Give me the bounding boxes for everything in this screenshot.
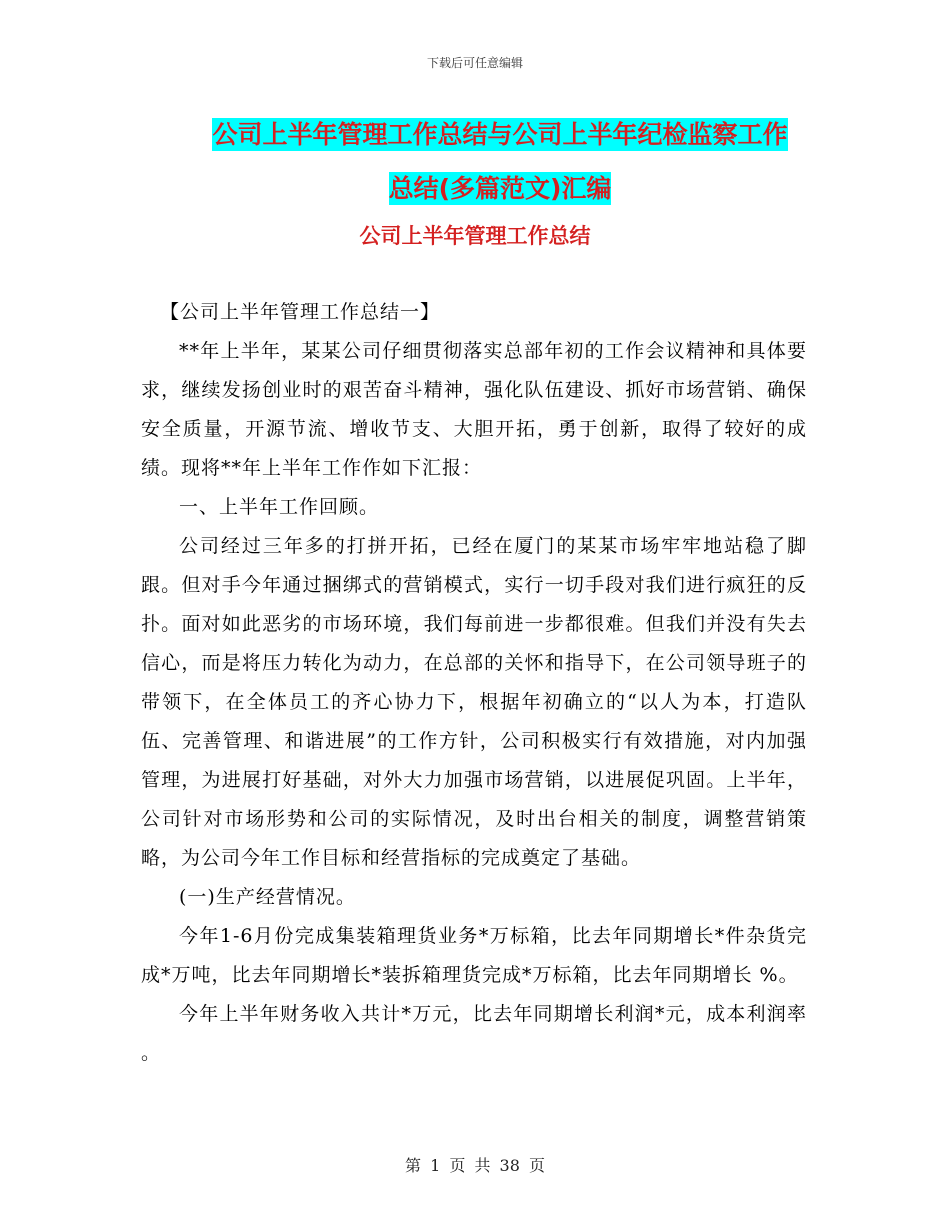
paragraph: 今年上半年财务收入共计*万元，比去年同期增长利润*元，成本利润率 。 [141, 1003, 807, 1064]
document-title-line1: 公司上半年管理工作总结与公司上半年纪检监察工作 [212, 120, 788, 149]
page-number: 第 1 页 共 38 页 [405, 1156, 545, 1175]
paragraph: 今年1-6月份完成集装箱理货业务*万标箱，比去年同期增长*件杂货完成*万吨，比去年同期增长*装拆箱理货完成*万标箱，比去年同期增长 %。 [141, 925, 807, 986]
document-title-line2: 总结(多篇范文)汇编 [388, 174, 612, 203]
section-title: 公司上半年管理工作总结 [359, 224, 591, 248]
header-note: 下载后可任意编辑 [426, 56, 523, 70]
sub-heading: 【公司上半年管理工作总结一】 [160, 301, 441, 323]
paragraph-heading: (一)生产经营情况。 [179, 886, 356, 908]
paragraph: 公司经过三年多的打拼开拓，已经在厦门的某某市场牢牢地站稳了脚跟。但对手今年通过捆绑式的营销模式，实行一切手段对我们进行疯狂的反扑。面对如此恶劣的市场环境，我们每前进一步都很难。但我们并没有失去信心，而是将压力转化为动力，在总部的关怀和指导下，在公司领导班子的带领下，在全体员工的齐心协力下，根据年初确立的“以人为本，打造队伍、完善管理、和谐进展”的工作方针，公司积极实行有效措施，对内加强管理，为进展打好基础，对外大力加强市场营销，以进展促巩固。上半年，公司针对市场形势和公司的实际情况，及时出台相关的制度，调整营销策略，为公司今年工作目标和经营指标的完成奠定了基础。 [141, 535, 807, 869]
document-title [140, 108, 860, 216]
paragraph-heading: 一、上半年工作回顾。 [179, 496, 380, 518]
paragraph: **年上半年，某某公司仔细贯彻落实总部年初的工作会议精神和具体要求，继续发扬创业时的艰苦奋斗精神，强化队伍建设、抓好市场营销、确保安全质量，开源节流、增收节支、大胆开拓，勇于创新，取得了较好的成绩。现将**年上半年工作作如下汇报： [141, 340, 807, 479]
document-body [141, 293, 807, 1073]
